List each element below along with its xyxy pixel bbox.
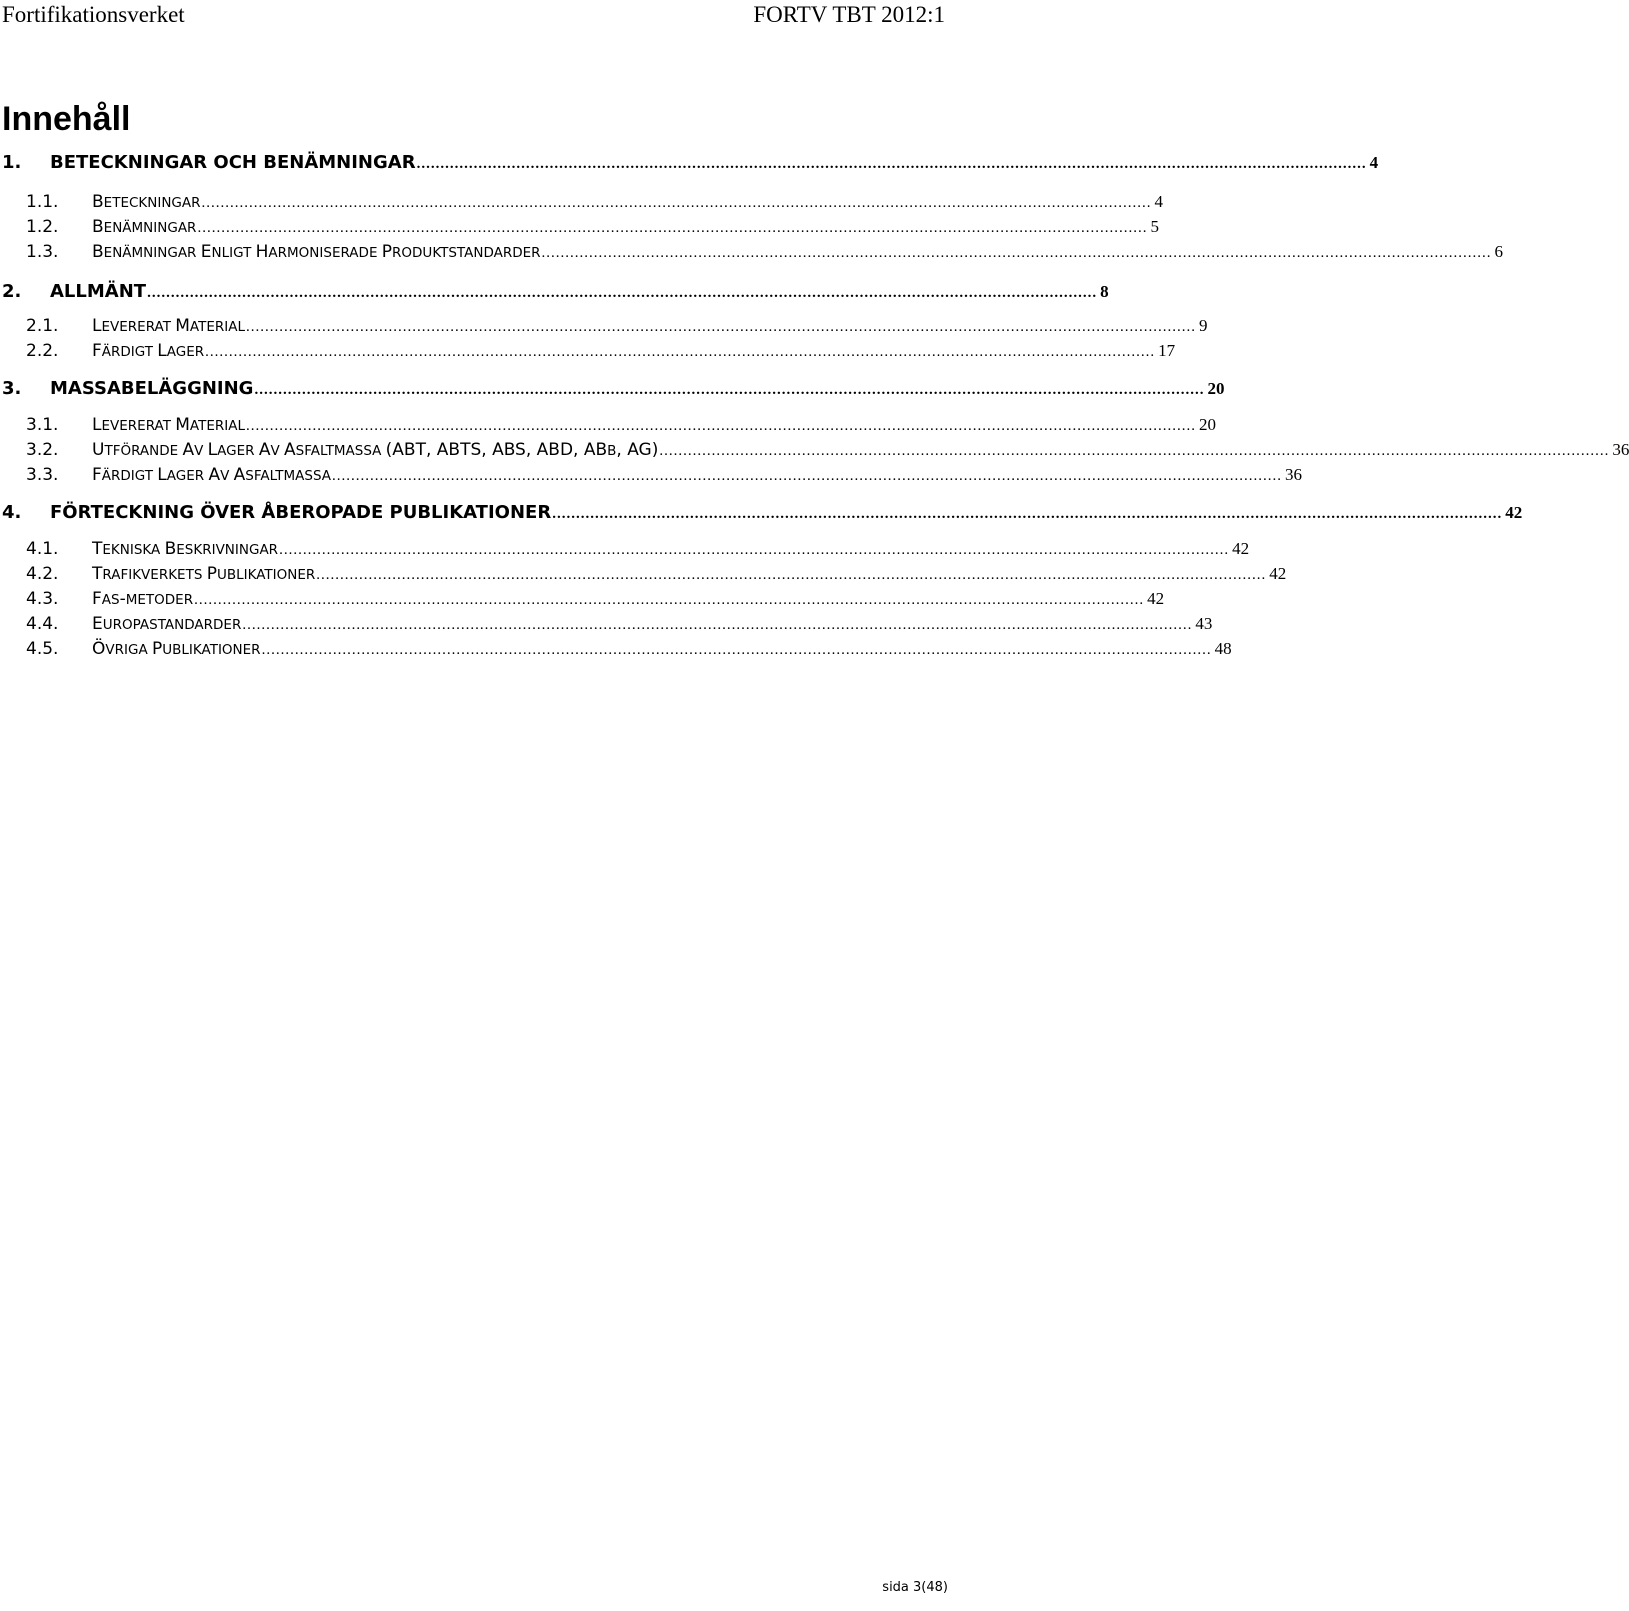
toc-entry-title: FÄRDIGT LAGER xyxy=(92,341,205,361)
toc-entry-page: 42 xyxy=(1269,564,1287,583)
toc-dot-leader: ........................................................................................................................................................................................................ xyxy=(246,319,1197,335)
toc-entry-title: FÖRTECKNING ÖVER ÅBEROPADE PUBLIKATIONER xyxy=(50,502,552,523)
toc-dot-leader: ........................................................................................................................................................................................................ xyxy=(201,195,1152,211)
header-document-id: FORTV TBT 2012:1 xyxy=(753,2,945,27)
toc-entry[interactable] xyxy=(0,589,1165,613)
page-title: Innehåll xyxy=(2,100,131,138)
toc-entry-page: 36 xyxy=(1285,465,1303,484)
toc-dot-leader: ........................................................................................................................................................................................................ xyxy=(541,245,1492,261)
toc-entry[interactable] xyxy=(0,378,1225,402)
toc-dot-leader: ........................................................................................................................................................................................................ xyxy=(147,285,1098,301)
toc-entry[interactable] xyxy=(0,316,1208,340)
toc-entry-number: 4.1. xyxy=(26,539,59,559)
toc-dot-leader: ........................................................................................................................................................................................................ xyxy=(552,506,1503,522)
toc-dot-leader: ........................................................................................................................................................................................................ xyxy=(416,156,1367,172)
toc-dot-leader: ........................................................................................................................................................................................................ xyxy=(279,542,1230,558)
toc-entry-page: 20 xyxy=(1207,379,1225,398)
toc-entry[interactable] xyxy=(0,440,1629,464)
toc-entry-number: 3.3. xyxy=(26,465,59,485)
toc-entry-page: 17 xyxy=(1158,341,1176,360)
page-number: sida 3(48) xyxy=(882,1580,948,1595)
table-of-contents xyxy=(0,0,1629,700)
toc-entry-title: FÄRDIGT LAGER AV ASFALTMASSA xyxy=(92,465,332,485)
toc-entry-page: 6 xyxy=(1494,242,1504,261)
toc-entry-number: 3. xyxy=(2,378,22,399)
toc-entry-title: TRAFIKVERKETS PUBLIKATIONER xyxy=(92,564,316,584)
toc-entry[interactable] xyxy=(0,614,1213,638)
toc-entry-title: BETECKNINGAR OCH BENÄMNINGAR xyxy=(50,152,416,173)
header-organization: Fortifikationsverket xyxy=(2,2,185,27)
toc-dot-leader: ........................................................................................................................................................................................................ xyxy=(246,418,1197,434)
toc-entry-number: 4. xyxy=(2,502,22,523)
toc-entry-page: 42 xyxy=(1505,503,1523,522)
toc-entry-number: 4.4. xyxy=(26,614,59,634)
toc-entry-number: 1.2. xyxy=(26,217,59,237)
toc-entry-number: 4.3. xyxy=(26,589,59,609)
toc-entry-title: MASSABELÄGGNING xyxy=(50,378,254,399)
toc-entry-number: 3.2. xyxy=(26,440,59,460)
toc-entry-page: 42 xyxy=(1232,539,1250,558)
toc-entry-title: FAS-METODER xyxy=(92,589,194,609)
toc-dot-leader: ........................................................................................................................................................................................................ xyxy=(205,344,1156,360)
toc-dot-leader: ........................................................................................................................................................................................................ xyxy=(194,592,1145,608)
toc-entry-number: 3.1. xyxy=(26,415,59,435)
toc-entry-title: BENÄMNINGAR ENLIGT HARMONISERADE PRODUKTSTANDARDER xyxy=(92,242,541,262)
toc-entry-page: 48 xyxy=(1214,639,1232,658)
toc-entry[interactable] xyxy=(0,242,1504,266)
toc-entry[interactable] xyxy=(0,465,1303,489)
toc-entry-number: 1.1. xyxy=(26,192,59,212)
toc-dot-leader: ........................................................................................................................................................................................................ xyxy=(242,617,1193,633)
toc-entry[interactable] xyxy=(0,192,1164,216)
toc-entry-number: 2. xyxy=(2,281,22,302)
toc-entry-title: UTFÖRANDE AV LAGER AV ASFALTMASSA (ABT, ABTS, ABS, ABD, ABB, AG) xyxy=(92,440,659,460)
toc-entry-page: 4 xyxy=(1369,153,1379,172)
toc-entry-page: 42 xyxy=(1147,589,1165,608)
toc-entry-title: LEVERERAT MATERIAL xyxy=(92,316,246,336)
toc-entry-title: TEKNISKA BESKRIVNINGAR xyxy=(92,539,279,559)
toc-dot-leader: ........................................................................................................................................................................................................ xyxy=(316,567,1267,583)
toc-entry[interactable] xyxy=(0,415,1217,439)
toc-entry-number: 1.3. xyxy=(26,242,59,262)
toc-entry[interactable] xyxy=(0,639,1232,663)
toc-entry-page: 4 xyxy=(1154,192,1164,211)
toc-entry[interactable] xyxy=(0,502,1523,526)
toc-dot-leader: ........................................................................................................................................................................................................ xyxy=(659,443,1610,459)
toc-entry-number: 4.5. xyxy=(26,639,59,659)
toc-entry[interactable] xyxy=(0,217,1159,241)
toc-entry[interactable] xyxy=(0,152,1379,176)
toc-dot-leader: ........................................................................................................................................................................................................ xyxy=(254,382,1205,398)
toc-entry-number: 2.2. xyxy=(26,341,59,361)
toc-entry-page: 9 xyxy=(1199,316,1208,335)
toc-entry-title: EUROPASTANDARDER xyxy=(92,614,242,634)
toc-entry-page: 8 xyxy=(1100,282,1109,301)
toc-entry-number: 2.1. xyxy=(26,316,59,336)
toc-entry[interactable] xyxy=(0,539,1250,563)
toc-entry-page: 36 xyxy=(1612,440,1629,459)
toc-entry[interactable] xyxy=(0,341,1176,365)
toc-entry-number: 1. xyxy=(2,152,22,173)
toc-entry-title: ÖVRIGA PUBLIKATIONER xyxy=(92,639,261,659)
toc-entry-page: 43 xyxy=(1195,614,1213,633)
toc-entry-title: LEVERERAT MATERIAL xyxy=(92,415,246,435)
toc-entry[interactable] xyxy=(0,564,1287,588)
toc-dot-leader: ........................................................................................................................................................................................................ xyxy=(197,220,1148,236)
toc-entry[interactable] xyxy=(0,281,1109,305)
toc-dot-leader: ........................................................................................................................................................................................................ xyxy=(332,468,1283,484)
toc-entry-page: 20 xyxy=(1199,415,1217,434)
toc-entry-title: ALLMÄNT xyxy=(50,281,147,302)
toc-entry-title: BENÄMNINGAR xyxy=(92,217,197,237)
toc-dot-leader: ........................................................................................................................................................................................................ xyxy=(261,642,1212,658)
toc-entry-number: 4.2. xyxy=(26,564,59,584)
toc-entry-page: 5 xyxy=(1150,217,1159,236)
toc-entry-title: BETECKNINGAR xyxy=(92,192,201,212)
